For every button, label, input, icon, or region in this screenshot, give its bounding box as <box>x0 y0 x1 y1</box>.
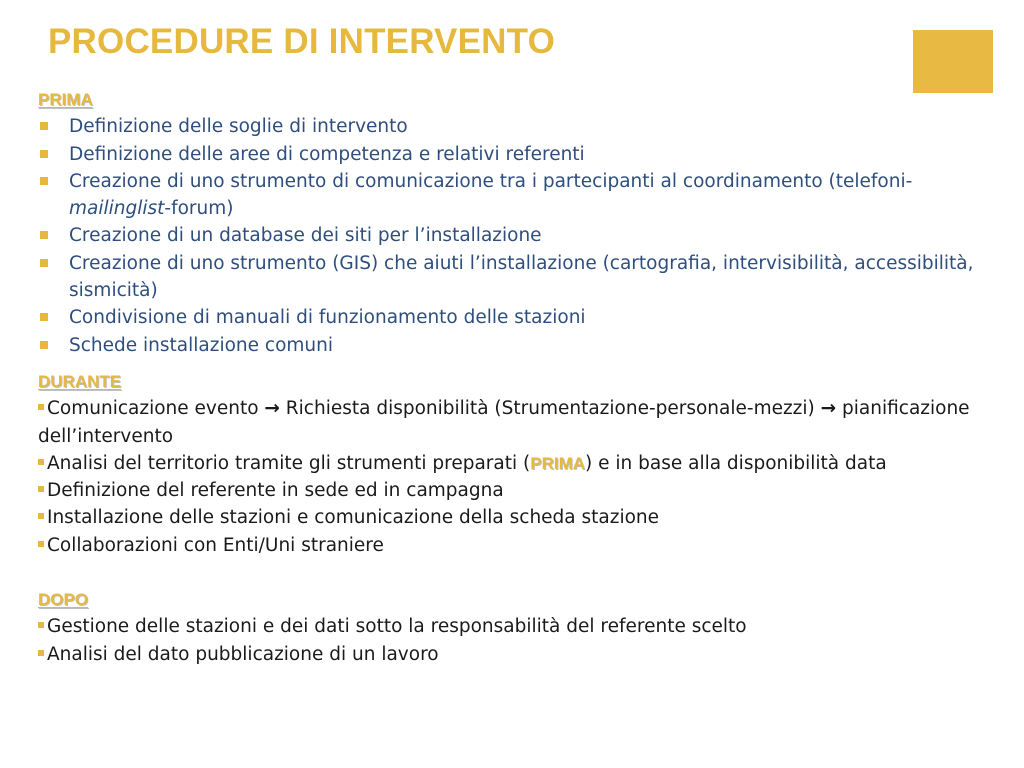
durante-list <box>38 395 998 559</box>
heading-dopo: DOPO <box>38 590 89 610</box>
square-bullet-icon <box>38 622 44 628</box>
list-item: Creazione di un database dei siti per l’installazione <box>38 222 998 249</box>
square-bullet-icon <box>40 259 48 267</box>
square-bullet-icon <box>40 122 48 130</box>
square-bullet-icon <box>40 341 48 349</box>
list-item: Analisi del territorio tramite gli strumenti preparati (PRIMA) e in base alla disponibilità data <box>38 450 998 477</box>
square-bullet-icon <box>40 231 48 239</box>
arrow-right-icon: → <box>264 398 280 420</box>
list-item: Condivisione di manuali di funzionamento delle stazioni <box>38 304 998 331</box>
square-bullet-icon <box>38 404 44 410</box>
dopo-list <box>38 613 998 668</box>
list-item: Creazione di uno strumento di comunicazione tra i partecipanti al coordinamento (telefoni-mailinglist-forum) <box>38 168 998 223</box>
list-item: Definizione delle soglie di intervento <box>38 113 998 140</box>
square-bullet-icon <box>38 513 44 519</box>
list-item: Schede installazione comuni <box>38 332 998 359</box>
list-item: Definizione delle aree di competenza e relativi referenti <box>38 141 998 168</box>
mailinglist-text: mailinglist <box>69 198 165 220</box>
section-durante <box>38 368 998 559</box>
section-dopo <box>38 586 998 668</box>
prima-list <box>38 113 998 359</box>
section-prima <box>38 86 998 359</box>
heading-prima: PRIMA <box>38 90 93 109</box>
slide-title: PROCEDURE DI INTERVENTO <box>48 22 555 61</box>
square-bullet-icon <box>38 541 44 547</box>
square-bullet-icon <box>38 650 44 656</box>
slide-content <box>38 86 998 668</box>
list-item: Installazione delle stazioni e comunicazione della scheda stazione <box>38 504 998 531</box>
list-item: Gestione delle stazioni e dei dati sotto la responsabilità del referente scelto <box>38 613 998 640</box>
square-bullet-icon <box>40 150 48 158</box>
list-item: Creazione di uno strumento (GIS) che aiuti l’installazione (cartografia, intervisibilità, accessibilità, sismicità) <box>38 250 998 305</box>
arrow-right-icon: → <box>820 398 837 420</box>
list-item: Analisi del dato pubblicazione di un lavoro <box>38 641 998 668</box>
list-item: Collaborazioni con Enti/Uni straniere <box>38 532 998 559</box>
heading-durante: DURANTE <box>38 371 122 391</box>
list-item: Comunicazione evento → Richiesta disponibilità (Strumentazione-personale-mezzi) → pianificazione dell’intervento <box>38 398 970 447</box>
square-bullet-icon <box>38 486 44 492</box>
square-bullet-icon <box>38 459 44 465</box>
inline-prima-label: PRIMA <box>530 453 586 473</box>
square-bullet-icon <box>40 313 48 321</box>
accent-box <box>913 30 993 93</box>
list-item: Definizione del referente in sede ed in campagna <box>38 477 998 504</box>
square-bullet-icon <box>40 177 48 185</box>
